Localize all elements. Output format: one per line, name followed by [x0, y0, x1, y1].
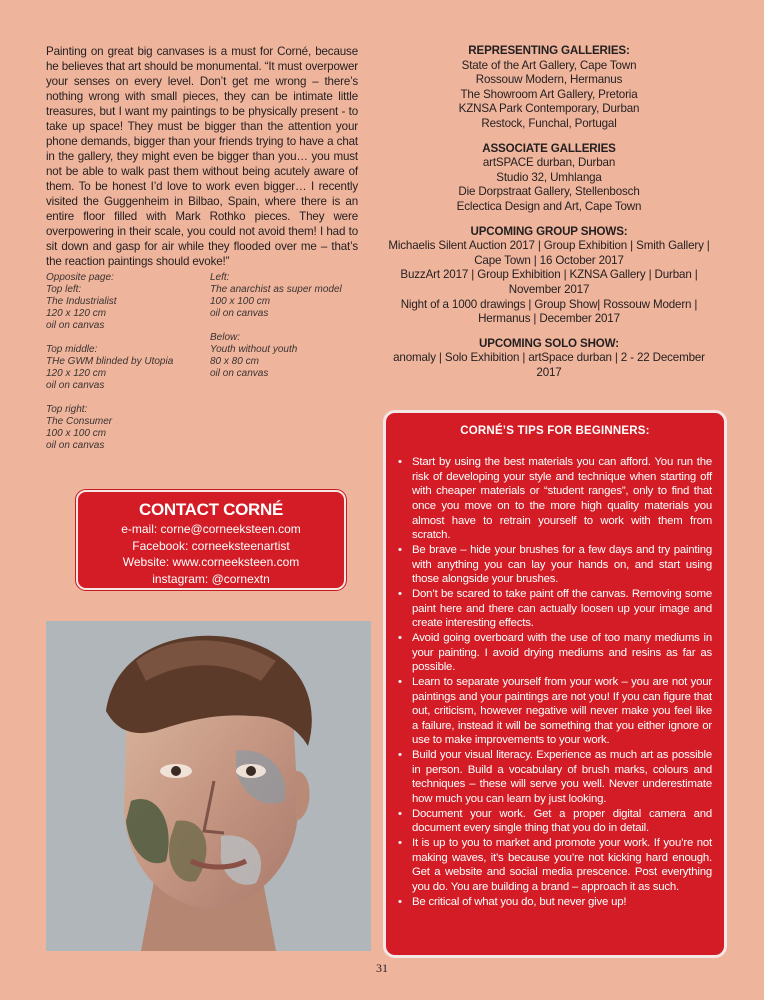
gallery-item: Studio 32, Umhlanga — [496, 170, 602, 184]
portrait-illustration — [46, 621, 371, 951]
caption-block — [210, 272, 342, 320]
caption-line: 100 x 100 cm — [210, 296, 271, 307]
bullet-icon: • — [398, 456, 402, 468]
caption-line: Top middle: — [46, 344, 98, 355]
solo-show-item: anomaly | Solo Exhibition | artSpace durban | 2 - 22 December 2017 — [393, 351, 705, 379]
representing-galleries — [384, 44, 714, 132]
solo-heading: UPCOMING SOLO SHOW: — [479, 336, 619, 350]
intro-text — [46, 44, 358, 269]
caption-block — [46, 404, 173, 452]
tip-text: Start by using the best materials you can afford. You run the risk of developing your style and technique when starting off with cheaper materials or “student ranges”, only to find that once you move on to the more high quality materials you almost have to retrain yourself to work with them from scratch. — [412, 456, 712, 542]
contact-facebook[interactable]: Facebook: corneeksteenartist — [132, 538, 290, 553]
caption-line: oil on canvas — [46, 320, 105, 331]
captions-right — [210, 272, 342, 392]
tips-title: CORNÉ’S TIPS FOR BEGINNERS: — [460, 425, 650, 437]
contact-title: CONTACT CORNÉ — [138, 500, 284, 519]
bullet-icon: • — [398, 675, 402, 688]
gallery-item: artSPACE durban, Durban — [482, 156, 616, 170]
gallery-item: KZNSA Park Contemporary, Durban — [458, 102, 640, 116]
caption-line: Opposite page: — [46, 272, 114, 283]
caption-block — [46, 344, 173, 392]
caption-line: oil on canvas — [46, 440, 105, 451]
tip-text: Avoid going overboard with the use of too many mediums in your painting. I avoid drying mediums and resins as far as possible. — [412, 631, 712, 674]
caption-line: oil on canvas — [210, 368, 269, 379]
caption-line: Top right: — [46, 404, 88, 415]
tip-text: Don’t be scared to take paint off the canvas. Removing some paint here and there can actually loosen up your image and create interesting effects. — [412, 587, 712, 630]
caption-line: oil on canvas — [210, 308, 269, 319]
contact-box — [76, 490, 346, 590]
tip-text: Be brave – hide your brushes for a few days and try painting with anything you can lay your hands on, and start using those alongside your brushes. — [412, 543, 712, 586]
tips-box — [383, 410, 727, 958]
caption-line: The Consumer — [46, 416, 113, 427]
representing-heading: REPRESENTING GALLERIES: — [468, 44, 630, 57]
gallery-item: Eclectica Design and Art, Cape Town — [456, 199, 642, 213]
tip-item — [398, 587, 712, 631]
group-shows — [384, 225, 714, 327]
page-number: 31 — [376, 961, 388, 975]
group-show-item: Michaelis Silent Auction 2017 | Group Exhibition | Smith Gallery | Cape Town | 16 October 2017 — [388, 239, 710, 267]
caption-line: 120 x 120 cm — [46, 368, 107, 379]
caption-line: The Industrialist — [46, 296, 117, 307]
contact-email[interactable]: e-mail: corne@corneeksteen.com — [121, 522, 301, 536]
caption-line: The anarchist as super model — [210, 284, 342, 295]
contact-instagram[interactable]: instagram: @cornextn — [152, 571, 270, 586]
tip-item — [398, 807, 712, 836]
tip-item — [398, 631, 712, 675]
caption-line: Youth without youth — [210, 344, 298, 355]
caption-block — [210, 332, 342, 380]
tips-list — [386, 455, 724, 909]
associate-heading: ASSOCIATE GALLERIES — [482, 141, 616, 155]
solo-show — [384, 337, 714, 381]
tip-item — [398, 748, 712, 807]
contact-website[interactable]: Website: www.corneeksteen.com — [122, 555, 300, 569]
tip-item — [398, 675, 712, 748]
caption-line: 120 x 120 cm — [46, 308, 107, 319]
caption-line: THe GWM blinded by Utopia — [46, 356, 174, 367]
caption-line: 80 x 80 cm — [210, 356, 259, 367]
tip-text: Document your work. Get a proper digital camera and document every single thing that you do in detail. — [412, 807, 712, 835]
intro-paragraph: Painting on great big canvases is a must for Corné, because he believes that art should be monumental. “It must overpower your senses on every level. Don’t get me wrong – there’s nothing wrong with small pieces, they can be intimate little treasures, but I want my paintings to be physically present - to take up space! They must be bigger than the attention your phone demands, bigger than your friends trying to have a chat in the gallery, they might even be bigger than you… you must not be able to walk past them without being acutely aware of them. To be honest I’d love to work even bigger… I recently visited the Guggenheim in Bilbao, Spain, where there is an entire floor filled with Mark Rothko pieces. They were overpowering in their scale, you could not avoid them! I had to sit down and gasp for air while they flooded over me – that’s the reaction paintings should evoke!” — [46, 45, 358, 268]
caption-line: oil on canvas — [46, 380, 105, 391]
gallery-item: Die Dorpstraat Gallery, Stellenbosch — [458, 185, 640, 199]
captions-left — [46, 272, 173, 464]
gallery-item: The Showroom Art Gallery, Pretoria — [460, 87, 638, 101]
bullet-icon: • — [398, 749, 402, 762]
gallery-item: State of the Art Gallery, Cape Town — [461, 58, 637, 72]
tip-text: Be critical of what you do, but never give up! — [412, 895, 627, 908]
bullet-icon: • — [398, 895, 402, 908]
galleries-column — [384, 44, 714, 390]
tip-item — [398, 543, 712, 587]
tip-item — [398, 895, 712, 910]
gallery-item: Rossouw Modern, Hermanus — [475, 73, 623, 87]
bullet-icon: • — [398, 837, 402, 850]
caption-line: 100 x 100 cm — [46, 428, 107, 439]
tip-item — [398, 836, 712, 895]
caption-block — [46, 272, 173, 332]
associate-galleries — [384, 142, 714, 215]
tip-text: It is up to you to market and promote your work. If you’re not making waves, it’s because you’re not kicking hard enough. Get a website and social media prescence. Post everything you do. You are building a brand – approach it as such. — [412, 837, 712, 894]
group-show-item: Night of a 1000 drawings | Group Show| Rossouw Modern | Hermanus | December 2017 — [400, 297, 698, 326]
gallery-item: Restock, Funchal, Portugal — [481, 116, 617, 130]
group-heading: UPCOMING GROUP SHOWS: — [470, 224, 628, 238]
bullet-icon: • — [398, 807, 402, 820]
caption-line: Top left: — [46, 284, 82, 295]
caption-line: Below: — [210, 332, 241, 343]
bullet-icon: • — [398, 631, 402, 644]
caption-line: Left: — [210, 272, 230, 283]
portrait-painting — [46, 621, 371, 951]
tip-text: Build your visual literacy. Experience as much art as possible in person. Build a vocabulary of brush marks, colours and techniques – these will serve you well. Never underestimate how much you can learn by just looking. — [412, 749, 712, 806]
group-show-item: BuzzArt 2017 | Group Exhibition | KZNSA Gallery | Durban | November 2017 — [400, 268, 698, 296]
tip-text: Learn to separate yourself from your work – you are not your paintings and your paintings are not you! If you can figure that out, criticism, however negative will never make you feel like a failure, instead it will be something that you either ignore or use to make improvements to your work. — [412, 675, 712, 747]
bullet-icon: • — [398, 543, 402, 556]
bullet-icon: • — [398, 587, 402, 600]
tip-item — [398, 455, 712, 543]
